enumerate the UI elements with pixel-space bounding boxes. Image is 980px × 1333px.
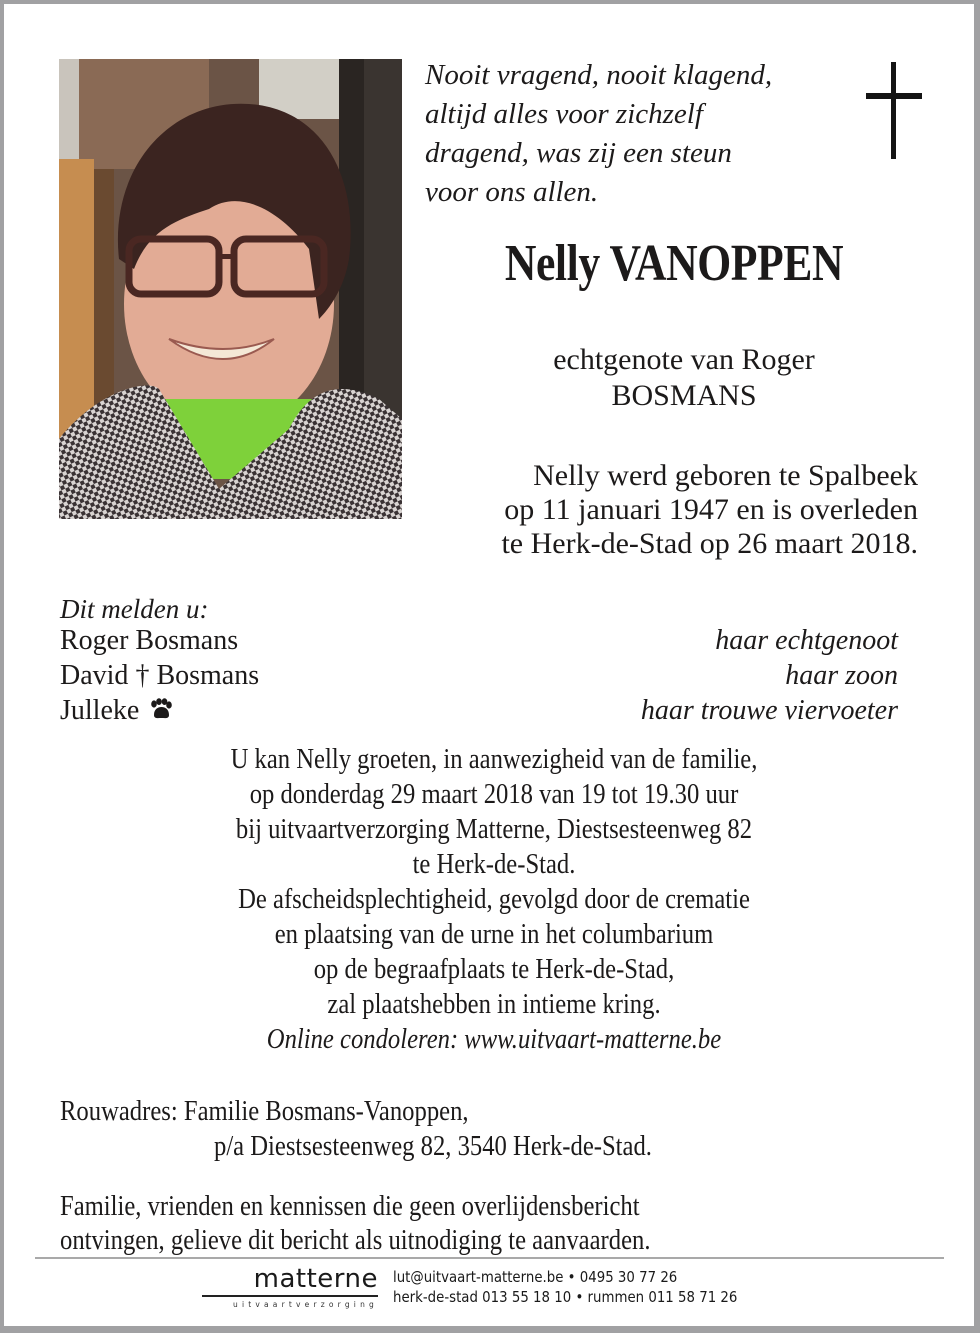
birth-death-info xyxy=(404,459,918,561)
spouse-info xyxy=(434,342,934,414)
birth-death-line: te Herk-de-Stad op 26 maart 2018. xyxy=(501,527,918,560)
matterne-logo xyxy=(202,1264,378,1315)
cross-icon xyxy=(866,62,922,159)
mourning-address xyxy=(60,1094,733,1164)
portrait-photo xyxy=(59,59,402,519)
address-line: Rouwadres: Familie Bosmans-Vanoppen, xyxy=(60,1096,469,1127)
portrait-image xyxy=(59,59,402,519)
ceremony-line: te Herk-de-Stad. xyxy=(412,849,576,880)
quote-line: dragend, was zij een steun xyxy=(425,137,732,169)
paw-icon xyxy=(148,698,174,720)
deceased-name: Nelly VANOPPEN xyxy=(504,235,844,292)
announcer-row xyxy=(60,623,898,658)
address-line: p/a Diestsesteenweg 82, 3540 Herk-de-Stad. xyxy=(214,1131,652,1162)
footer-divider xyxy=(35,1257,944,1259)
quote-line: altijd alles voor zichzelf xyxy=(425,98,703,130)
spouse-line: BOSMANS xyxy=(611,379,757,412)
logo-underline xyxy=(202,1295,378,1297)
birth-death-line: op 11 januari 1947 en is overleden xyxy=(504,493,918,526)
dagger-icon: † xyxy=(135,660,150,691)
quote-line: voor ons allen. xyxy=(425,176,599,208)
announcers-intro: Dit melden u: xyxy=(60,594,209,624)
announcer-name: Julleke xyxy=(60,695,140,726)
announcer-row xyxy=(60,658,898,693)
ceremony-line: zal plaatshebben in intieme kring. xyxy=(327,989,661,1020)
invitation-notice xyxy=(60,1190,731,1258)
notice-line: Familie, vrienden en kennissen die geen overlijdensbericht xyxy=(60,1191,640,1222)
ceremony-line: U kan Nelly groeten, in aanwezigheid van de familie, xyxy=(230,744,758,775)
ceremony-line: en plaatsing van de urne in het columbarium xyxy=(274,919,714,950)
contact-email-phone[interactable]: lut@uitvaart-matterne.be • 0495 30 77 26 xyxy=(393,1268,678,1286)
logo-wordmark: matterne xyxy=(253,1264,378,1294)
announcer-name-group xyxy=(60,693,174,728)
announcer-relation: haar zoon xyxy=(785,660,898,691)
memorial-quote xyxy=(425,56,845,212)
ceremony-line: op donderdag 29 maart 2018 van 19 tot 19.30 uur xyxy=(249,779,739,810)
spouse-line: echtgenote van Roger xyxy=(553,343,815,376)
announcer-name: Roger Bosmans xyxy=(60,625,239,656)
ceremony-line: bij uitvaartverzorging Matterne, Diestsesteenweg 82 xyxy=(235,814,753,845)
announcer-relation: haar echtgenoot xyxy=(715,625,898,656)
online-condolences-link[interactable]: Online condoleren: www.uitvaart-matterne.be xyxy=(266,1024,722,1055)
announcer-name: David xyxy=(60,660,129,691)
birth-death-line: Nelly werd geboren te Spalbeek xyxy=(533,459,918,492)
logo-subtitle: uitvaartverzorging xyxy=(232,1300,378,1309)
contact-locations: herk-de-stad 013 55 18 10 • rummen 011 58 71 26 xyxy=(393,1288,738,1306)
announcer-name-group xyxy=(60,658,259,693)
ceremony-line: op de begraafplaats te Herk-de-Stad, xyxy=(313,954,675,985)
ceremony-info xyxy=(34,742,954,1057)
notice-line: ontvingen, gelieve dit bericht als uitnodiging te aanvaarden. xyxy=(60,1225,651,1256)
announcer-surname: Bosmans xyxy=(156,660,260,691)
ceremony-line: De afscheidsplechtigheid, gevolgd door de crematie xyxy=(238,884,750,915)
announcer-row xyxy=(60,693,898,728)
quote-line: Nooit vragend, nooit klagend, xyxy=(425,59,773,91)
obituary-card xyxy=(4,4,974,1326)
footer-contact xyxy=(393,1267,737,1307)
announcer-relation: haar trouwe viervoeter xyxy=(640,695,898,726)
